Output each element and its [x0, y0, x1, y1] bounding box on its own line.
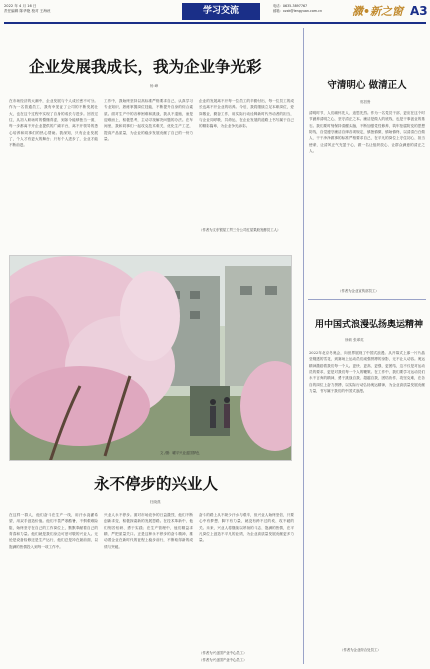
side-article-2-author: 徐莉 张翠英	[345, 338, 364, 342]
newspaper-logo: 㵟•新之窗	[352, 5, 404, 18]
bottom-article-credit-1: （作者为兴业国产业中心员工）	[199, 651, 247, 655]
bottom-article-column-2: 兴业人永不停步。面对市场竞争的日益激烈，他们不断创新求变，积极探索新的发展思路。在技术革新中，他们刻苦钻研、勇于实践；在生产管理中，他们精益求精、严把质量关口。正是这种永不停步的奋斗精神，推动着企业在新时代的征程上稳步前行，不断取得新的成绩与突破。	[104, 513, 193, 549]
blossom-photo	[9, 255, 292, 461]
photo-caption: 文 /摄：曜平兴业蓝国梦色	[160, 451, 200, 455]
blossom-photo-image	[10, 256, 292, 461]
header-meta	[4, 4, 94, 14]
section-band: 学习交流	[182, 3, 260, 20]
side-article-1-title: 守清明心 做清正人	[327, 80, 407, 91]
bottom-article-author: 杜晓燕	[150, 500, 161, 504]
page-number: A3	[410, 4, 428, 18]
bottom-article-credit-2: （作者为兴业国产业中心员工）	[199, 658, 247, 662]
side-article-2-title: 用中国式浪漫弘扬奥运精神	[315, 320, 424, 330]
side-article-1-credit: （作者为企业宣传部员工）	[338, 289, 379, 293]
editor-line: 责任编辑 陈华艳 校对 王海丝	[4, 9, 51, 13]
main-article-column-1: 在市场经济的大潮中，企业发展与个人成长密不可分。作为一名普通员工，我有幸见证了公司的不断发展壮大，也在这个过程中实现了自身的成长与进步。回首过往，从初入职场时的懵懂青涩，到如今能够独当一面，每一步都离不开企业提供的广阔平台，离不开领导的悉心培养和同事们的热心帮助。我深知，只有企业发展了，个人才有更大的舞台；只有个人进步了，企业才能不断前进。	[9, 99, 98, 148]
section-separator	[308, 299, 426, 300]
header-rule	[4, 22, 426, 24]
bottom-article-title: 永不停步的兴业人	[94, 475, 219, 493]
main-article-column-3: 企业的发展离不开每一位员工的辛勤付出，每一位员工的成长也离不开企业的培养。今后，我将继续立足本职岗位，爱岗敬业，勤奋工作，用实际行动诠释新时代劳动者的担当，与企业同呼吸、共命运，在企业发展的道路上书写属于自己的精彩篇章，为企业争光添彩。	[199, 99, 294, 129]
side-article-1-body: 清明时节，人们缅怀先人、追思先烈。作为一名党员干部，更应在这个时节涵养清明之心，坚守清正之本。廉洁是做人的底线，也是干事创业的基石。我们要时刻保持清醒头脑，不断加强党性修养，筑牢拒腐防变的思想防线，自觉遵守廉洁自律各项规定，慎独慎微、慎始慎终，以清清白白做人、干干净净做事的标准严格要求自己，在平凡的岗位上守住初心、担当使命，让清风正气充盈于心，做一名让组织放心、让群众满意的清正之人。	[309, 111, 425, 154]
main-article-title: 企业发展我成长，我为企业争光彩	[29, 58, 262, 76]
email-address: 邮箱：xzxk@lengyuan.com.cn	[273, 9, 323, 13]
column-divider	[303, 28, 304, 664]
main-article-column-2: 工作中，我始终坚持以高标准严格要求自己，认真学习专业知识，熟练掌握岗位技能，不断提升自身的综合素质。面对生产中的各种困难和挑战，我从不退缩，而是迎难而上，积极思考，主动寻找解决问题的办法。在车间里，我和同事们一起攻克技术难关，优化生产工艺，提高产品质量，为企业的稳步发展贡献了自己的一份力量。	[104, 99, 193, 142]
bottom-article-column-3: 奋斗的路上从不缺少汗水与艰辛，但兴业人始终坚信，只要心中有梦想、脚下有力量，就没有跨不过的坎、攻不破的关。未来，兴业人将继续以昂扬的斗志、饱满的热情，在平凡岗位上创造不平凡的业绩，为企业高质量发展贡献更多力量。	[199, 513, 294, 543]
contact-info	[273, 4, 349, 14]
main-article-credit: （作者为文东银星工贸三分公司红星果胶发酵员工人）	[199, 228, 281, 232]
side-article-2-body: 2022年北京冬奥会，向世界展现了中国式浪漫。从开幕式上那一片片晶莹剔透的雪花，到赛场上运动员们顽强拼搏的身影，无不让人动容。奥运精神激励着我们每一个人。更快、更高、更强、更团结，这不仅是对运动员的要求，更是对我们每一个人的鞭策。在工作中，我们要学习运动员们永不言弃的精神，勇于挑战自我、超越自我，团结协作、攻坚克难，在各自的岗位上奋力拼搏，以实际行动弘扬奥运精神，为企业高质量发展贡献力量，书写属于我们的中国式浪漫。	[309, 351, 425, 394]
phone-number: 电话：0635-3897767	[273, 4, 308, 8]
side-article-1-author: 郭昌鲁	[360, 100, 371, 104]
bottom-article-column-1: 在这样一群人，他们奋斗在生产一线，用汗水浇灌希望，用双手创造价值。他们不畏严寒酷暑，不惧艰难险阻，始终坚守在自己的工作岗位上，默默奉献着自己的青春和力量。他们就是我们身边可爱可敬的兴业人。无论是设备检修还是生产运行，他们总是冲在最前面，以饱满的热情投入到每一项工作中。	[9, 513, 98, 549]
issue-date: 2022 年 4 月 16 日	[4, 4, 37, 8]
side-article-2-credit: （作者为企业综合处员工）	[340, 648, 381, 652]
main-article-author: 杨 峰	[150, 84, 159, 88]
